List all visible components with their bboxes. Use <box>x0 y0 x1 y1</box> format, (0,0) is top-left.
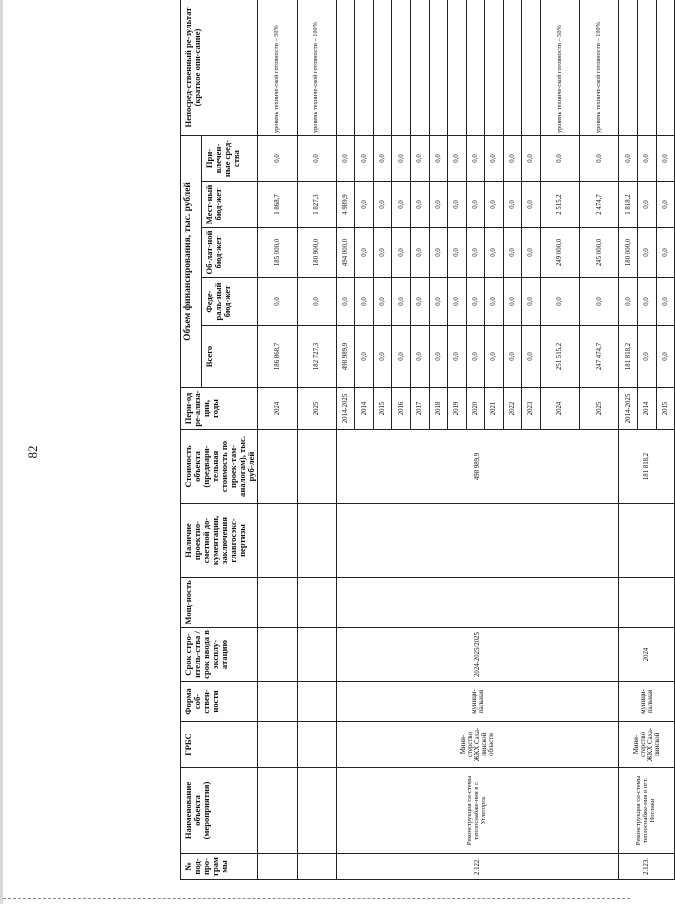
col-num: № под-про-грам мы <box>181 854 258 880</box>
cell-result <box>619 0 638 136</box>
cell-period: 2018 <box>429 388 448 430</box>
cell-regional: 0,0 <box>466 228 485 278</box>
col-psd: Наличие проектно-сметной до-кументации, заключения главгосэкс-пертизы <box>181 504 258 578</box>
col-name: Наименование объекта (мероприятия) <box>181 768 258 854</box>
cell-total: 0,0 <box>411 326 430 388</box>
cell-total: 0,0 <box>466 326 485 388</box>
cell-period: 2014 <box>638 388 657 430</box>
col-regional: Об-лат-ной бюд-жет <box>201 228 258 278</box>
cell-result <box>656 0 675 136</box>
cell-local: 0,0 <box>355 182 374 228</box>
cell-ownership: муници-пальная <box>619 682 675 722</box>
page-number: 82 <box>25 445 40 459</box>
cell-local: 0,0 <box>522 182 541 228</box>
header-row <box>181 0 202 880</box>
cell-total: 0,0 <box>373 326 392 388</box>
cell-period: 2015 <box>656 388 675 430</box>
cell-power <box>297 578 336 628</box>
cell-result: уровень техниче-ской готовности – 50% <box>540 0 579 136</box>
cell-federal: 0,0 <box>411 278 430 326</box>
cell-term: 2024 <box>619 628 675 682</box>
scan-edge-bottom <box>3 898 630 903</box>
cell-regional: 0,0 <box>448 228 467 278</box>
cell-attracted: 0,0 <box>429 136 448 182</box>
cell-local: 0,0 <box>466 182 485 228</box>
cell-regional: 0,0 <box>485 228 504 278</box>
cell-federal: 0,0 <box>448 278 467 326</box>
cell-period: 2024 <box>258 388 297 430</box>
cell-cost: 498 989,9 <box>336 430 619 504</box>
cell-regional: 180 900,0 <box>297 228 336 278</box>
cell-psd <box>297 504 336 578</box>
cell-power <box>336 578 619 628</box>
cell-regional: 249 000,0 <box>540 228 579 278</box>
cell-federal: 0,0 <box>336 278 355 326</box>
cell-federal: 0,0 <box>485 278 504 326</box>
cell-result <box>522 0 541 136</box>
cell-attracted: 0,0 <box>336 136 355 182</box>
cell-total: 251 515,2 <box>540 326 579 388</box>
cell-local: 1 818,2 <box>619 182 638 228</box>
scan-edge <box>0 0 3 904</box>
cell-name: Реконструкция си-стемы теплоснабже-ния в пгт. Ноглики <box>619 768 675 854</box>
cell-total: 0,0 <box>485 326 504 388</box>
cell-result <box>373 0 392 136</box>
cell-attracted: 0,0 <box>373 136 392 182</box>
table-row <box>297 0 336 880</box>
cell-period: 2014-2025 <box>336 388 355 430</box>
cell-total: 0,0 <box>656 326 675 388</box>
cell-attracted: 0,0 <box>355 136 374 182</box>
cell-regional: 0,0 <box>373 228 392 278</box>
table-row <box>336 0 355 880</box>
cell-local: 4 989,9 <box>336 182 355 228</box>
cell-local: 0,0 <box>411 182 430 228</box>
cell-federal: 0,0 <box>503 278 522 326</box>
cell-result <box>638 0 657 136</box>
cell-ownership: муници-пальная <box>336 682 619 722</box>
cell-psd <box>336 504 619 578</box>
cell-grbs <box>297 722 336 768</box>
col-result: Непосред-ственный ре-зультат (краткое опи-сание) <box>181 0 258 136</box>
cell-name: Реконструкция си-стемы теплоснабже-ния в г. Углегорск <box>336 768 619 854</box>
cell-num <box>258 854 297 880</box>
cell-regional: 0,0 <box>503 228 522 278</box>
cell-federal: 0,0 <box>258 278 297 326</box>
cell-regional: 494 000,0 <box>336 228 355 278</box>
cell-ownership <box>297 682 336 722</box>
cell-federal: 0,0 <box>522 278 541 326</box>
col-local: Мест-ный бюд-жет <box>201 182 258 228</box>
table-body <box>258 0 675 880</box>
cell-federal: 0,0 <box>392 278 411 326</box>
cell-total: 0,0 <box>429 326 448 388</box>
cell-period: 2021 <box>485 388 504 430</box>
col-power: Мощ-ность <box>181 578 258 628</box>
cell-period: 2014-2025 <box>619 388 638 430</box>
cell-period: 2014 <box>355 388 374 430</box>
cell-grbs: Мини-стерство ЖКХ Саха-линской <box>619 722 675 768</box>
cell-result <box>429 0 448 136</box>
cell-num: 2.122. <box>336 854 619 880</box>
cell-local: 0,0 <box>448 182 467 228</box>
cell-period: 2025 <box>580 388 619 430</box>
cell-attracted: 0,0 <box>411 136 430 182</box>
col-attracted: При-влечен-ные сред-ства <box>201 136 258 182</box>
cell-grbs: Мини-стерство ЖКХ Саха-линской области <box>336 722 619 768</box>
col-ownership: Форма соб-ствен-ности <box>181 682 258 722</box>
cell-attracted: 0,0 <box>619 136 638 182</box>
cell-total: 182 727,3 <box>297 326 336 388</box>
cell-cost <box>258 430 297 504</box>
cell-federal: 0,0 <box>355 278 374 326</box>
cell-regional: 0,0 <box>429 228 448 278</box>
cell-result <box>466 0 485 136</box>
financing-table <box>180 0 675 880</box>
cell-total: 186 868,7 <box>258 326 297 388</box>
cell-cost: 181 818,2 <box>619 430 675 504</box>
cell-local: 1 827,3 <box>297 182 336 228</box>
cell-period: 2023 <box>522 388 541 430</box>
cell-regional: 0,0 <box>638 228 657 278</box>
table-row <box>619 0 638 880</box>
cell-federal: 0,0 <box>466 278 485 326</box>
cell-federal: 0,0 <box>619 278 638 326</box>
cell-federal: 0,0 <box>656 278 675 326</box>
cell-local: 0,0 <box>638 182 657 228</box>
cell-result <box>392 0 411 136</box>
cell-period: 2024 <box>540 388 579 430</box>
cell-attracted: 0,0 <box>580 136 619 182</box>
cell-name <box>258 768 297 854</box>
cell-local: 0,0 <box>485 182 504 228</box>
rotated-content <box>180 0 669 880</box>
cell-total: 0,0 <box>522 326 541 388</box>
cell-regional: 0,0 <box>522 228 541 278</box>
cell-local: 1 868,7 <box>258 182 297 228</box>
cell-regional: 0,0 <box>355 228 374 278</box>
cell-attracted: 0,0 <box>297 136 336 182</box>
col-term: Срок стро-итель-ства / срок ввода в эксплу-атацию <box>181 628 258 682</box>
cell-federal: 0,0 <box>373 278 392 326</box>
cell-power <box>258 578 297 628</box>
cell-total: 181 818,2 <box>619 326 638 388</box>
cell-local: 0,0 <box>656 182 675 228</box>
col-federal: Феде-раль-ный бюд-жет <box>201 278 258 326</box>
cell-term <box>258 628 297 682</box>
cell-result <box>503 0 522 136</box>
cell-attracted: 0,0 <box>485 136 504 182</box>
cell-attracted: 0,0 <box>258 136 297 182</box>
cell-federal: 0,0 <box>429 278 448 326</box>
cell-period: 2015 <box>373 388 392 430</box>
cell-federal: 0,0 <box>297 278 336 326</box>
cell-total: 0,0 <box>448 326 467 388</box>
cell-total: 0,0 <box>638 326 657 388</box>
cell-attracted: 0,0 <box>503 136 522 182</box>
col-financing: Объем финансирования, тыс. рублей <box>181 136 202 388</box>
cell-result <box>411 0 430 136</box>
cell-period: 2017 <box>411 388 430 430</box>
cell-local: 0,0 <box>373 182 392 228</box>
cell-period: 2019 <box>448 388 467 430</box>
cell-term <box>297 628 336 682</box>
cell-psd <box>258 504 297 578</box>
col-total: Всего <box>201 326 258 388</box>
cell-period: 2016 <box>392 388 411 430</box>
cell-term: 2024-2025/2025 <box>336 628 619 682</box>
cell-ownership <box>258 682 297 722</box>
cell-local: 2 515,2 <box>540 182 579 228</box>
cell-name <box>297 768 336 854</box>
cell-total: 0,0 <box>392 326 411 388</box>
cell-power <box>619 578 675 628</box>
table-header <box>181 0 258 880</box>
cell-attracted: 0,0 <box>656 136 675 182</box>
table-row <box>258 0 297 880</box>
cell-result: уровень техниче-ской готовности – 100% <box>580 0 619 136</box>
col-cost: Стоимость объекта (предвари-тельная стоимость по проек-там-аналогам), тыс. руб-лей <box>181 430 258 504</box>
cell-federal: 0,0 <box>638 278 657 326</box>
cell-total: 0,0 <box>503 326 522 388</box>
cell-result: уровень техниче-ской готовности – 100% <box>297 0 336 136</box>
col-period: Пери-од ре-ализа-ции, годы <box>181 388 258 430</box>
cell-cost <box>297 430 336 504</box>
cell-result: уровень техниче-ской готовности – 50% <box>258 0 297 136</box>
cell-result <box>485 0 504 136</box>
cell-federal: 0,0 <box>580 278 619 326</box>
cell-regional: 0,0 <box>656 228 675 278</box>
cell-regional: 0,0 <box>392 228 411 278</box>
cell-result <box>355 0 374 136</box>
cell-federal: 0,0 <box>540 278 579 326</box>
col-grbs: ГРБС <box>181 722 258 768</box>
cell-attracted: 0,0 <box>522 136 541 182</box>
cell-attracted: 0,0 <box>392 136 411 182</box>
cell-regional: 0,0 <box>411 228 430 278</box>
cell-result <box>448 0 467 136</box>
cell-attracted: 0,0 <box>466 136 485 182</box>
cell-psd <box>619 504 675 578</box>
cell-regional: 180 000,0 <box>619 228 638 278</box>
cell-total: 247 474,7 <box>580 326 619 388</box>
cell-regional: 245 000,0 <box>580 228 619 278</box>
cell-regional: 185 000,0 <box>258 228 297 278</box>
cell-local: 0,0 <box>429 182 448 228</box>
cell-num: 2.123. <box>619 854 675 880</box>
cell-local: 0,0 <box>392 182 411 228</box>
cell-local: 0,0 <box>503 182 522 228</box>
cell-attracted: 0,0 <box>540 136 579 182</box>
cell-attracted: 0,0 <box>638 136 657 182</box>
cell-attracted: 0,0 <box>448 136 467 182</box>
cell-period: 2025 <box>297 388 336 430</box>
cell-total: 498 989,9 <box>336 326 355 388</box>
cell-total: 0,0 <box>355 326 374 388</box>
cell-grbs <box>258 722 297 768</box>
cell-period: 2020 <box>466 388 485 430</box>
cell-num <box>297 854 336 880</box>
cell-period: 2022 <box>503 388 522 430</box>
cell-result <box>336 0 355 136</box>
cell-local: 2 474,7 <box>580 182 619 228</box>
